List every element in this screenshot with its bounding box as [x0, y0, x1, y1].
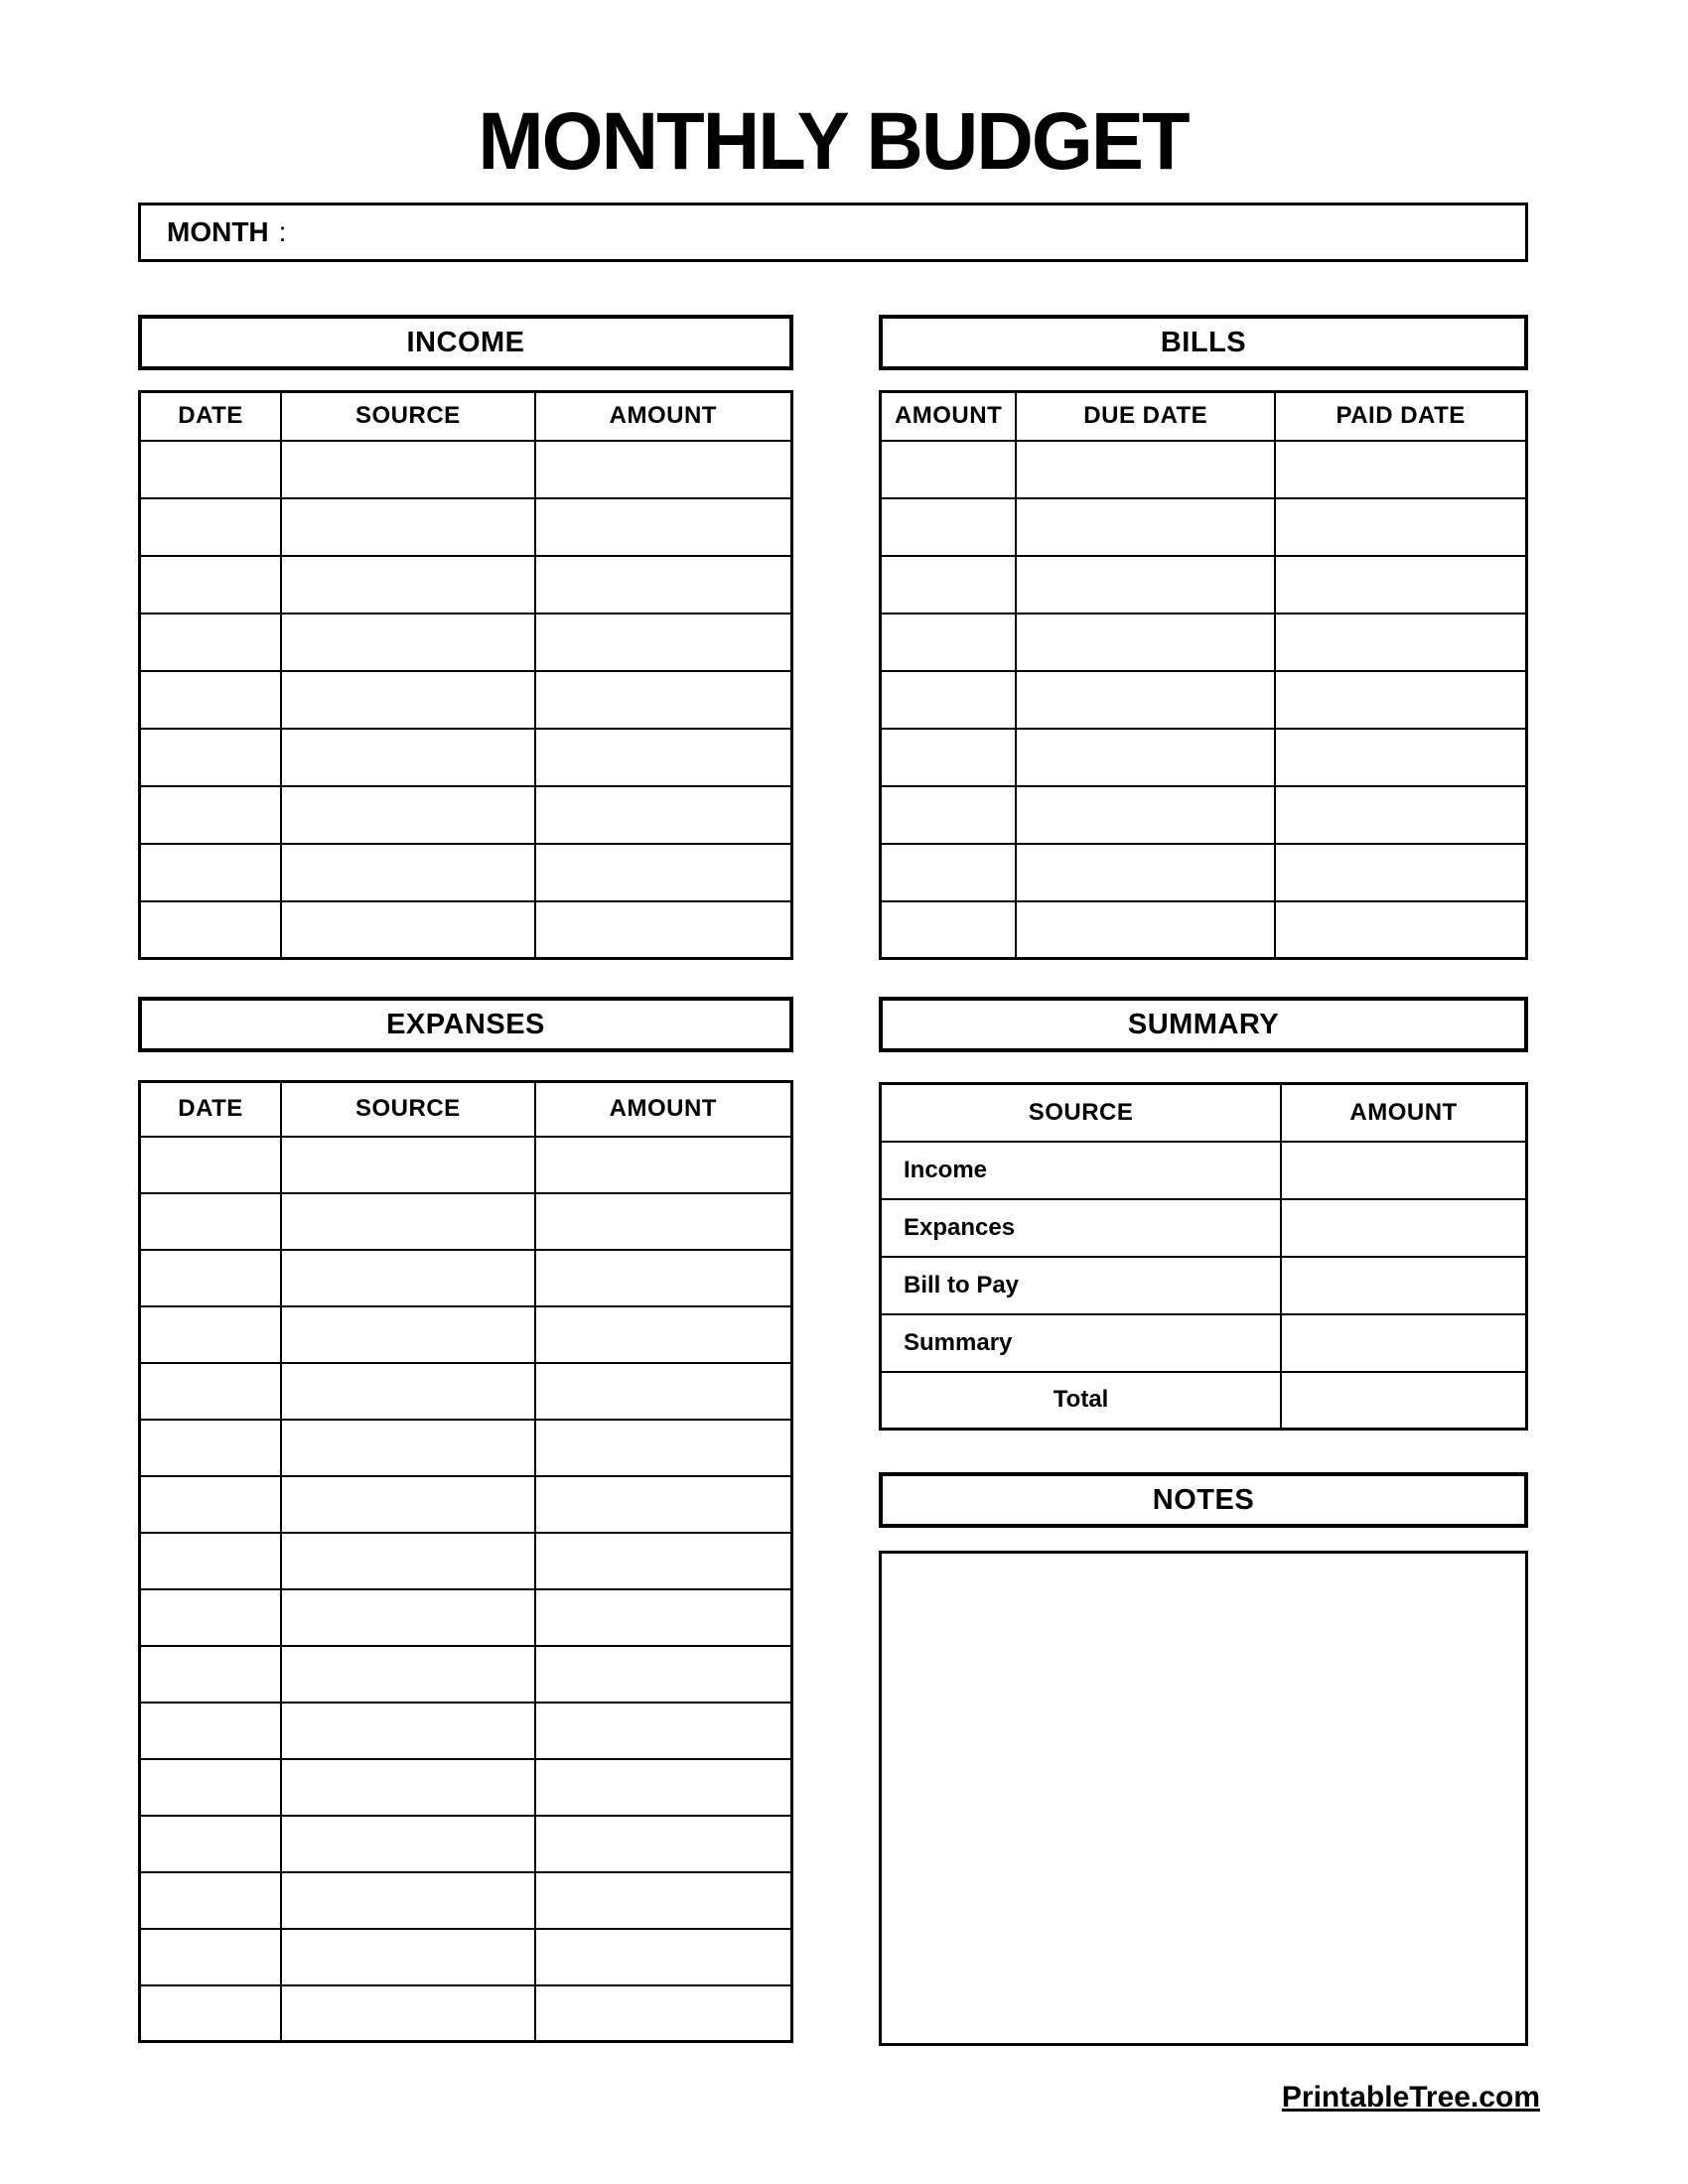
column-header-source: SOURCE: [281, 1082, 535, 1137]
empty-input-cell[interactable]: [535, 1872, 792, 1929]
empty-input-cell[interactable]: [1275, 556, 1526, 614]
empty-input-cell[interactable]: [281, 1250, 535, 1306]
empty-input-cell[interactable]: [881, 901, 1017, 959]
income-section-header: [138, 315, 793, 370]
table-row: [881, 614, 1527, 671]
table-row: [140, 786, 792, 844]
empty-input-cell[interactable]: [140, 671, 282, 729]
expanses-section-header: [138, 997, 793, 1052]
empty-input-cell[interactable]: [140, 441, 282, 498]
summary-row-label: Income: [881, 1142, 1282, 1199]
empty-input-cell[interactable]: [281, 1703, 535, 1759]
empty-input-cell[interactable]: [281, 614, 535, 671]
table-row: [140, 844, 792, 901]
empty-input-cell[interactable]: [1275, 614, 1526, 671]
table-row: [140, 1589, 792, 1646]
empty-input-cell[interactable]: [281, 844, 535, 901]
empty-input-cell[interactable]: [140, 1533, 282, 1589]
bills-table: [879, 390, 1528, 960]
empty-input-cell[interactable]: [140, 556, 282, 614]
column-header-source: SOURCE: [281, 392, 535, 441]
empty-input-cell[interactable]: [1281, 1142, 1526, 1199]
table-row: [140, 1476, 792, 1533]
empty-input-cell[interactable]: [1275, 441, 1526, 498]
table-row: [881, 901, 1527, 959]
expanses-table: [138, 1080, 793, 2043]
table-row: [140, 1872, 792, 1929]
empty-input-cell[interactable]: [881, 441, 1017, 498]
empty-input-cell[interactable]: [281, 1420, 535, 1476]
column-header-date: DATE: [140, 392, 282, 441]
empty-input-cell[interactable]: [1275, 901, 1526, 959]
empty-input-cell[interactable]: [535, 498, 792, 556]
table-row: [140, 1533, 792, 1589]
empty-input-cell[interactable]: [1281, 1257, 1526, 1314]
notes-title: NOTES: [1152, 1483, 1255, 1516]
empty-input-cell[interactable]: [140, 729, 282, 786]
summary-row-label: Summary: [881, 1314, 1282, 1372]
empty-input-cell[interactable]: [535, 1420, 792, 1476]
empty-input-cell[interactable]: [535, 441, 792, 498]
table-row: [140, 1193, 792, 1250]
income-title: INCOME: [406, 326, 525, 358]
printabletree-link[interactable]: PrintableTree.com: [1281, 2081, 1540, 2114]
empty-input-cell[interactable]: [281, 1533, 535, 1589]
empty-input-cell[interactable]: [1275, 844, 1526, 901]
empty-input-cell[interactable]: [881, 786, 1017, 844]
empty-input-cell[interactable]: [281, 1363, 535, 1420]
table-row: [140, 498, 792, 556]
empty-input-cell[interactable]: [535, 1193, 792, 1250]
summary-row-label: Bill to Pay: [881, 1257, 1282, 1314]
table-row: [140, 556, 792, 614]
empty-input-cell[interactable]: [535, 671, 792, 729]
empty-input-cell[interactable]: [281, 901, 535, 959]
table-row: [140, 901, 792, 959]
empty-input-cell[interactable]: [535, 1137, 792, 1193]
empty-input-cell[interactable]: [1016, 671, 1275, 729]
table-row: [140, 671, 792, 729]
table-row: [881, 844, 1527, 901]
table-row: [140, 1306, 792, 1363]
table-row: [140, 1816, 792, 1872]
empty-input-cell[interactable]: [281, 729, 535, 786]
page-title: MONTHLY BUDGET: [478, 96, 1189, 187]
empty-input-cell[interactable]: [535, 614, 792, 671]
empty-input-cell[interactable]: [140, 1703, 282, 1759]
empty-input-cell[interactable]: [535, 556, 792, 614]
column-header-amount: AMOUNT: [1281, 1084, 1526, 1142]
empty-input-cell[interactable]: [1281, 1372, 1526, 1430]
empty-input-cell[interactable]: [281, 1137, 535, 1193]
empty-input-cell[interactable]: [1016, 498, 1275, 556]
bills-section-header: [879, 315, 1528, 370]
table-row: [881, 1314, 1527, 1372]
empty-input-cell[interactable]: [535, 1533, 792, 1589]
empty-input-cell[interactable]: [140, 1759, 282, 1816]
month-input-area[interactable]: [286, 205, 1525, 259]
empty-input-cell[interactable]: [140, 1589, 282, 1646]
table-row: [881, 498, 1527, 556]
empty-input-cell[interactable]: [281, 1646, 535, 1703]
empty-input-cell[interactable]: [881, 729, 1017, 786]
empty-input-cell[interactable]: [535, 729, 792, 786]
summary-title: SUMMARY: [1127, 1008, 1280, 1040]
empty-input-cell[interactable]: [140, 498, 282, 556]
summary-row-label: Expances: [881, 1199, 1282, 1257]
income-table: [138, 390, 793, 960]
empty-input-cell[interactable]: [140, 1476, 282, 1533]
empty-input-cell[interactable]: [281, 1872, 535, 1929]
empty-input-cell[interactable]: [535, 901, 792, 959]
column-header-amount: AMOUNT: [535, 392, 792, 441]
month-box: [138, 203, 1528, 262]
empty-input-cell[interactable]: [535, 1589, 792, 1646]
empty-input-cell[interactable]: [140, 786, 282, 844]
empty-input-cell[interactable]: [281, 786, 535, 844]
table-row: [140, 1363, 792, 1420]
table-row: [140, 1929, 792, 1985]
column-header-source: SOURCE: [881, 1084, 1282, 1142]
table-row: [881, 786, 1527, 844]
summary-table: [879, 1082, 1528, 1431]
empty-input-cell[interactable]: [1275, 786, 1526, 844]
empty-input-cell[interactable]: [140, 1929, 282, 1985]
table-row: [140, 1420, 792, 1476]
empty-input-cell[interactable]: [881, 671, 1017, 729]
empty-input-cell[interactable]: [140, 844, 282, 901]
empty-input-cell[interactable]: [535, 1985, 792, 2042]
empty-input-cell[interactable]: [1016, 901, 1275, 959]
empty-input-cell[interactable]: [535, 844, 792, 901]
column-header-date: DATE: [140, 1082, 282, 1137]
table-row: [140, 441, 792, 498]
empty-input-cell[interactable]: [140, 1306, 282, 1363]
empty-input-cell[interactable]: [1016, 844, 1275, 901]
table-row: [140, 1250, 792, 1306]
column-header-amount: AMOUNT: [881, 392, 1017, 441]
table-row: [140, 614, 792, 671]
empty-input-cell[interactable]: [281, 1816, 535, 1872]
empty-input-cell[interactable]: [535, 1929, 792, 1985]
empty-input-cell[interactable]: [535, 1703, 792, 1759]
summary-section-header: [879, 997, 1528, 1052]
table-row: [140, 1759, 792, 1816]
empty-input-cell[interactable]: [281, 1929, 535, 1985]
empty-input-cell[interactable]: [881, 556, 1017, 614]
empty-input-cell[interactable]: [1281, 1314, 1526, 1372]
table-row: [881, 671, 1527, 729]
empty-input-cell[interactable]: [140, 1137, 282, 1193]
notes-section-header: [879, 1472, 1528, 1528]
expanses-title: EXPANSES: [386, 1008, 545, 1040]
table-row: [881, 1372, 1527, 1430]
empty-input-cell[interactable]: [281, 1589, 535, 1646]
empty-input-cell[interactable]: [881, 844, 1017, 901]
empty-input-cell[interactable]: [1275, 729, 1526, 786]
empty-input-cell[interactable]: [281, 1306, 535, 1363]
empty-input-cell[interactable]: [535, 1476, 792, 1533]
empty-input-cell[interactable]: [1016, 786, 1275, 844]
empty-input-cell[interactable]: [1275, 498, 1526, 556]
table-row: [881, 441, 1527, 498]
empty-input-cell[interactable]: [281, 1476, 535, 1533]
empty-input-cell[interactable]: [881, 614, 1017, 671]
empty-input-cell[interactable]: [281, 1985, 535, 2042]
empty-input-cell[interactable]: [535, 1816, 792, 1872]
empty-input-cell[interactable]: [140, 1985, 282, 2042]
empty-input-cell[interactable]: [535, 1759, 792, 1816]
empty-input-cell[interactable]: [535, 1306, 792, 1363]
table-row: [140, 1137, 792, 1193]
table-row: [140, 1646, 792, 1703]
empty-input-cell[interactable]: [281, 498, 535, 556]
empty-input-cell[interactable]: [281, 1193, 535, 1250]
bills-title: BILLS: [1160, 326, 1247, 358]
empty-input-cell[interactable]: [1016, 556, 1275, 614]
empty-input-cell[interactable]: [535, 1250, 792, 1306]
table-row: [881, 729, 1527, 786]
table-row: [881, 1257, 1527, 1314]
empty-input-cell[interactable]: [1275, 671, 1526, 729]
empty-input-cell[interactable]: [140, 1250, 282, 1306]
empty-input-cell[interactable]: [140, 1816, 282, 1872]
empty-input-cell[interactable]: [881, 498, 1017, 556]
empty-input-cell[interactable]: [140, 901, 282, 959]
empty-input-cell[interactable]: [281, 671, 535, 729]
empty-input-cell[interactable]: [535, 1363, 792, 1420]
empty-input-cell[interactable]: [140, 1646, 282, 1703]
month-colon: :: [278, 216, 287, 247]
column-header-paid-date: PAID DATE: [1275, 392, 1526, 441]
empty-input-cell[interactable]: [281, 556, 535, 614]
table-row: [140, 1703, 792, 1759]
empty-input-cell[interactable]: [1016, 729, 1275, 786]
empty-input-cell[interactable]: [1016, 441, 1275, 498]
notes-input-area[interactable]: [879, 1551, 1528, 2046]
empty-input-cell[interactable]: [140, 1193, 282, 1250]
empty-input-cell[interactable]: [1016, 614, 1275, 671]
table-row: [140, 1985, 792, 2042]
column-header-due-date: DUE DATE: [1016, 392, 1275, 441]
summary-row-label: Total: [881, 1372, 1282, 1430]
table-row: [881, 1142, 1527, 1199]
empty-input-cell[interactable]: [281, 441, 535, 498]
empty-input-cell[interactable]: [140, 1872, 282, 1929]
empty-input-cell[interactable]: [281, 1759, 535, 1816]
empty-input-cell[interactable]: [535, 1646, 792, 1703]
empty-input-cell[interactable]: [535, 786, 792, 844]
empty-input-cell[interactable]: [1281, 1199, 1526, 1257]
table-row: [881, 1199, 1527, 1257]
column-header-amount: AMOUNT: [535, 1082, 792, 1137]
table-row: [140, 729, 792, 786]
table-row: [881, 556, 1527, 614]
empty-input-cell[interactable]: [140, 1420, 282, 1476]
empty-input-cell[interactable]: [140, 1363, 282, 1420]
empty-input-cell[interactable]: [140, 614, 282, 671]
month-label: MONTH: [167, 216, 269, 247]
